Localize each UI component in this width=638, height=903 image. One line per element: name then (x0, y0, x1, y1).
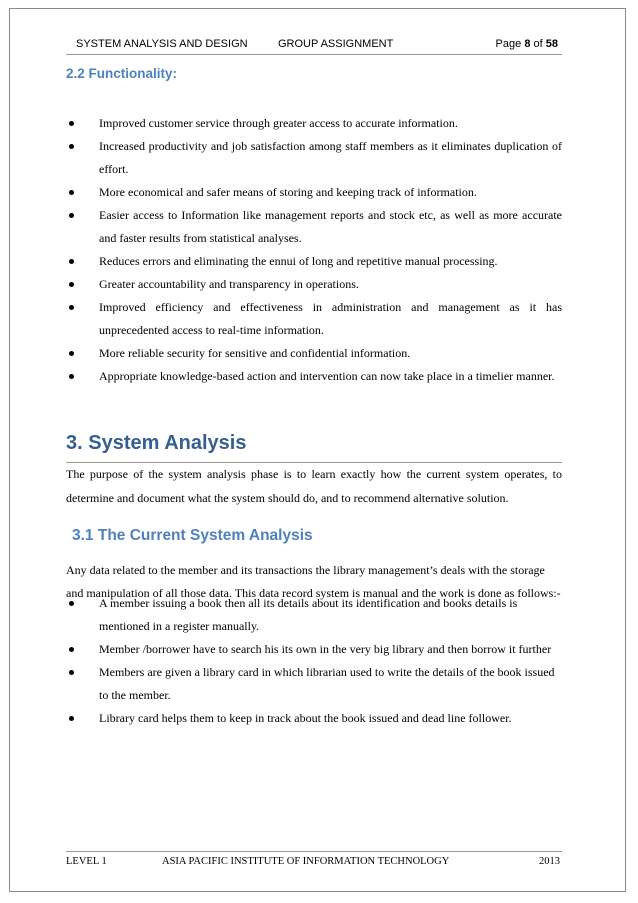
list-item: More reliable security for sensitive and confidential information. (66, 342, 562, 365)
system-analysis-paragraph: The purpose of the system analysis phase is to learn exactly how the current system operates, to determine and document what the system should do, and to recommend alternative solution. (66, 467, 562, 505)
current-system-list (66, 592, 560, 730)
page-header (66, 36, 562, 55)
footer-level: LEVEL 1 (66, 856, 107, 867)
system-analysis-heading-text: 3. System Analysis (66, 432, 247, 454)
list-item: Improved customer service through greater access to accurate information. (66, 112, 562, 135)
list-item: Library card helps them to keep in track about the book issued and dead line follower. (66, 707, 560, 730)
list-item: Greater accountability and transparency in operations. (66, 273, 562, 296)
list-item: Appropriate knowledge-based action and intervention can now take place in a timelier manner. (66, 365, 562, 388)
list-item: Member /borrower have to search his its own in the very big library and then borrow it further (66, 638, 560, 661)
current-system-paragraph: Any data related to the member and its transactions the library management’s deals with the storage and manipulation of all those data. This data record system is manual and the work is done as follows:- (66, 563, 561, 600)
page-total: 58 (545, 38, 558, 50)
footer-institute: ASIA PACIFIC INSTITUTE OF INFORMATION TECHNOLOGY (162, 856, 450, 867)
header-course-title: SYSTEM ANALYSIS AND DESIGN (76, 38, 248, 50)
header-page-number (496, 38, 558, 50)
list-item: Members are given a library card in which librarian used to write the details of the book issued to the member. (66, 661, 560, 707)
page-footer (66, 851, 562, 872)
system-analysis-heading (66, 430, 562, 463)
list-item: Reduces errors and eliminating the ennui of long and repetitive manual processing. (66, 250, 562, 273)
page-label: Page (495, 38, 522, 50)
list-item: Improved efficiency and effectiveness in administration and management as it has unprecedented access to real-time information. (66, 296, 562, 342)
header-assignment-type: GROUP ASSIGNMENT (278, 38, 394, 50)
list-item: Easier access to Information like management reports and stock etc, as well as more accurate and faster results from statistical analyses. (66, 204, 562, 250)
list-item: Increased productivity and job satisfaction among staff members as it eliminates duplication of effort. (66, 135, 562, 181)
of-label: of (533, 38, 543, 50)
footer-year: 2013 (539, 856, 560, 867)
list-item: More economical and safer means of storing and keeping track of information. (66, 181, 562, 204)
functionality-heading: 2.2 Functionality: (66, 66, 178, 81)
functionality-list (66, 112, 562, 388)
current-system-heading: 3.1 The Current System Analysis (72, 527, 313, 544)
page-num: 8 (524, 38, 531, 50)
list-item: A member issuing a book then all its details about its identification and books details is mentioned in a register manually. (66, 592, 560, 638)
